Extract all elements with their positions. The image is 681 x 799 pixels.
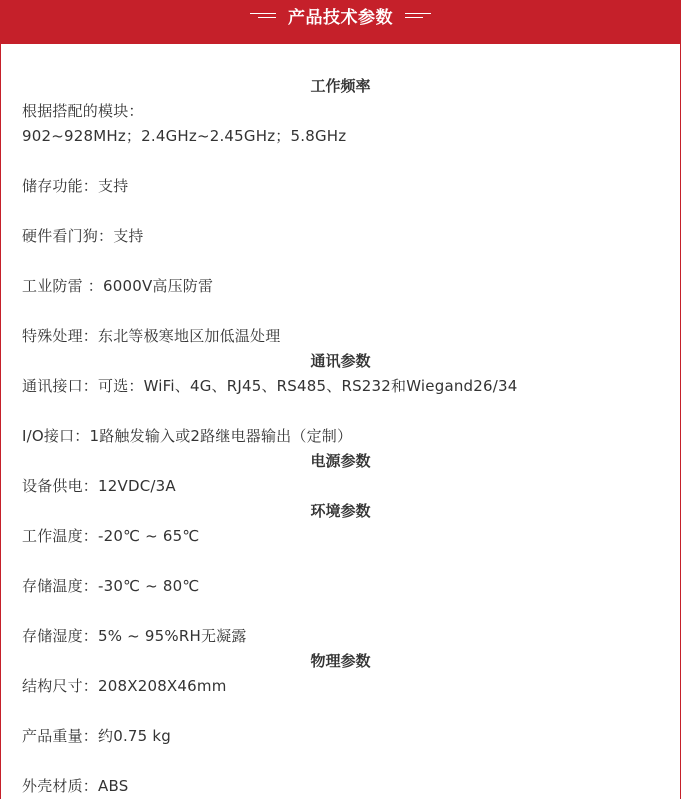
- spec-storage-humidity: 存储湿度：5% ~ 95%RH无凝露: [22, 627, 247, 645]
- spec-lightning-protection: 工业防雷 ：6000V高压防雷: [22, 277, 214, 295]
- section-heading-frequency: 工作频率: [310, 77, 371, 95]
- title-decoration-right-icon: [405, 11, 431, 20]
- section-heading-communication: 通讯参数: [310, 352, 371, 370]
- spec-power-supply: 设备供电：12VDC/3A: [22, 477, 176, 495]
- title-decoration-left-icon: [250, 11, 276, 20]
- header-bar: [1, 0, 680, 44]
- spec-special-treatment: 特殊处理：东北等极寒地区加低温处理: [22, 327, 281, 345]
- spec-storage-function: 储存功能：支持: [22, 177, 129, 195]
- spec-dimensions: 结构尺寸：208X208X46mm: [22, 677, 227, 695]
- header-title-group: [1, 0, 680, 30]
- section-heading-environment: 环境参数: [310, 502, 371, 520]
- page-title: 产品技术参数: [288, 7, 393, 28]
- section-heading-power: 电源参数: [310, 452, 371, 470]
- section-heading-physical: 物理参数: [310, 652, 371, 670]
- spec-shell-material: 外壳材质：ABS: [22, 777, 129, 795]
- spec-operating-temperature: 工作温度：-20℃ ~ 65℃: [22, 527, 200, 545]
- spec-watchdog: 硬件看门狗：支持: [22, 227, 144, 245]
- spec-io-interface: I/O接口：1路触发输入或2路继电器输出（定制）: [22, 427, 353, 445]
- spec-module-label: 根据搭配的模块：: [22, 102, 144, 120]
- spec-storage-temperature: 存储温度：-30℃ ~ 80℃: [22, 577, 200, 595]
- spec-frequencies: 902~928MHz；2.4GHz~2.45GHz；5.8GHz: [22, 127, 347, 145]
- spec-weight: 产品重量：约0.75 kg: [22, 727, 171, 745]
- spec-comm-interfaces: 通讯接口：可选：WiFi、4G、RJ45、RS485、RS232和Wiegand26/34: [22, 377, 518, 395]
